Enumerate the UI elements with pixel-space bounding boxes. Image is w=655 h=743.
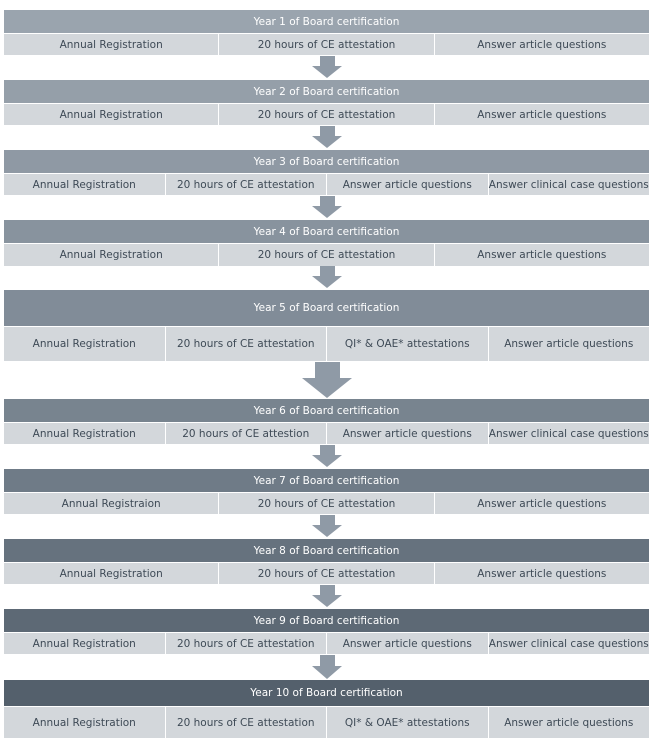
requirements-row (4, 632, 649, 654)
requirements-row (4, 562, 649, 584)
arrow-down-icon (320, 585, 335, 595)
arrow-down-icon (320, 515, 335, 525)
requirement-item: Annual Registration (4, 174, 166, 195)
requirements-row (4, 33, 649, 55)
arrow-down-icon (312, 66, 342, 78)
arrow-down-icon (320, 56, 335, 66)
requirement-item: Answer clinical case questions (488, 427, 649, 440)
requirements-row (4, 103, 649, 125)
requirement-item: Annual Registraion (4, 493, 219, 514)
arrow-down-icon (312, 525, 342, 537)
requirement-item: Annual Registration (4, 34, 219, 55)
requirement-item: 20 hours of CE attestation (219, 493, 434, 514)
year-title: Year 3 of Board certification (4, 150, 649, 173)
year-block-4 (4, 220, 649, 266)
year-title: Year 10 of Board certification (4, 680, 649, 706)
year-block-1 (4, 10, 649, 55)
year-block-7 (4, 469, 649, 514)
requirement-item: Annual Registration (4, 327, 166, 361)
requirement-item: Annual Registration (4, 104, 219, 125)
arrow-down-icon (315, 362, 340, 378)
requirements-row (4, 422, 649, 444)
year-block-6 (4, 399, 649, 444)
requirements-row (4, 706, 649, 738)
arrow-down-icon (312, 455, 342, 467)
arrow-down-icon (320, 126, 335, 136)
year-block-3 (4, 150, 649, 195)
requirement-item: Annual Registration (4, 244, 219, 266)
arrow-down-icon (320, 266, 335, 276)
requirement-item: Annual Registration (4, 423, 166, 444)
requirement-item: 20 hours of CE attestation (219, 34, 434, 55)
year-block-5 (4, 290, 649, 361)
requirement-item: 20 hours of CE attestation (166, 174, 328, 195)
requirement-item: Answer clinical case questions (488, 637, 649, 650)
requirement-item: 20 hours of CE attestation (219, 104, 434, 125)
year-title: Year 6 of Board certification (4, 399, 649, 422)
requirement-item: Answer article questions (477, 497, 607, 510)
requirement-item: Answer article questions (477, 567, 607, 580)
arrow-down-icon (302, 378, 352, 398)
arrow-down-icon (312, 666, 342, 679)
requirement-item: 20 hours of CE attestation (166, 707, 328, 738)
requirements-row (4, 326, 649, 361)
requirements-row (4, 243, 649, 266)
requirement-item: Answer article questions (327, 633, 489, 654)
requirement-item: Annual Registration (4, 633, 166, 654)
arrow-down-icon (312, 136, 342, 148)
requirement-item: 20 hours of CE attestion (166, 423, 328, 444)
requirement-item: Answer article questions (477, 38, 607, 51)
requirement-item: Answer article questions (327, 174, 489, 195)
requirement-item: Answer article questions (327, 423, 489, 444)
year-title: Year 1 of Board certification (4, 10, 649, 33)
requirement-item: Annual Registration (4, 563, 219, 584)
year-block-9 (4, 609, 649, 654)
requirement-item: 20 hours of CE attestation (219, 563, 434, 584)
requirement-item: 20 hours of CE attestation (166, 633, 328, 654)
year-title: Year 2 of Board certification (4, 80, 649, 103)
top-border (4, 0, 649, 9)
arrow-down-icon (320, 196, 335, 206)
year-block-8 (4, 539, 649, 584)
requirements-row (4, 492, 649, 514)
year-title: Year 9 of Board certification (4, 609, 649, 632)
requirement-item: Answer clinical case questions (488, 178, 649, 191)
requirement-item: 20 hours of CE attestation (219, 244, 434, 266)
year-title: Year 8 of Board certification (4, 539, 649, 562)
requirement-item: Answer article questions (477, 108, 607, 121)
requirement-item: QI* & OAE* attestations (327, 327, 489, 361)
arrow-down-icon (312, 276, 342, 288)
requirement-item: Answer article questions (477, 249, 607, 261)
year-block-10 (4, 680, 649, 738)
requirement-item: QI* & OAE* attestations (327, 707, 489, 738)
year-block-2 (4, 80, 649, 125)
arrow-down-icon (320, 445, 335, 455)
arrow-down-icon (320, 655, 335, 666)
arrow-down-icon (312, 595, 342, 607)
year-title: Year 7 of Board certification (4, 469, 649, 492)
arrow-down-icon (312, 206, 342, 218)
requirement-item: 20 hours of CE attestation (166, 327, 328, 361)
requirement-item: Answer article questions (504, 716, 634, 729)
requirements-row (4, 173, 649, 195)
requirement-item: Answer article questions (504, 338, 634, 350)
requirement-item: Annual Registration (4, 707, 166, 738)
year-title: Year 4 of Board certification (4, 220, 649, 243)
year-title: Year 5 of Board certification (4, 290, 649, 326)
